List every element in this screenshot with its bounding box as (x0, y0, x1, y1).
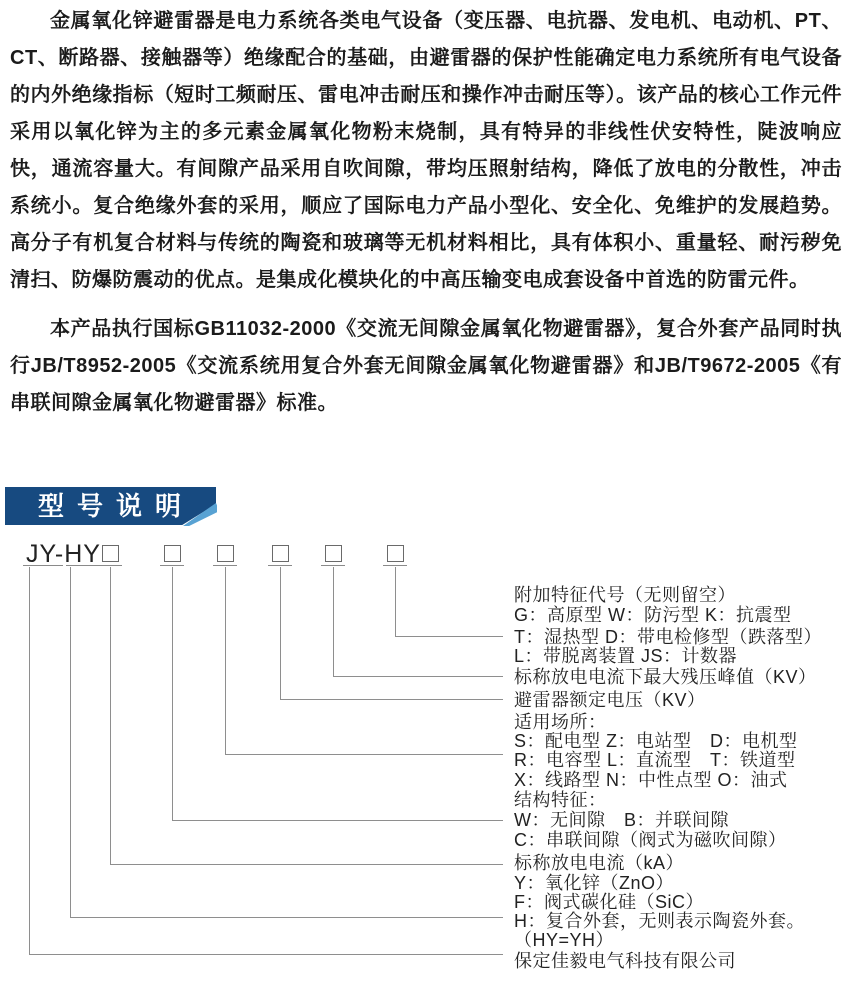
diagram-label-application-szd: S：配电型 Z：电站型 D：电机型 (514, 731, 798, 751)
model-code-box-1 (102, 545, 119, 562)
model-code-box-4 (272, 545, 289, 562)
diagram-label-structure-wb: W：无间隙 B：并联间隙 (514, 810, 729, 830)
body-paragraph-2: 本产品执行国标GB11032-2000《交流无间隙金属氧化物避雷器》，复合外套产品同时执行JB/T8952-2005《交流系统用复合外套无间隙金属氧化物避雷器》和JB/T9672-2005《有串联间隙金属氧化物避雷器》标准。 (10, 318, 842, 414)
diagram-label-company: 保定佳毅电气科技有限公司 (514, 951, 736, 971)
prefix-underline-jy (23, 565, 63, 566)
box-underline-1 (98, 565, 122, 566)
diagram-label-zno: Y：氧化锌（ZnO） (514, 873, 675, 893)
diagram-label-residual-voltage: 标称放电电流下最大残压峰值（KV） (514, 667, 817, 687)
box-underline-2 (160, 565, 184, 566)
section-title: 型号说明 (38, 491, 195, 521)
diagram-label-extra-feature-td: T：湿热型 D：带电检修型（跌落型） (514, 627, 822, 647)
model-code-box-2 (164, 545, 181, 562)
body-paragraph-1: 金属氧化锌避雷器是电力系统各类电气设备（变压器、电抗器、发电机、电动机、PT、CT、断路器、接触器等）绝缘配合的基础，由避雷器的保护性能确定电力系统所有电气设备的内外绝缘指标（短时工频耐压、雷电冲击耐压和操作冲击耐压等）。该产品的核心工作元件采用以氧化锌为主的多元素金属氧化物粉末烧制，具有特异的非线性伏安特性，陡波响应快，通流容量大。有间隙产品采用自吹间隙，带均压照射结构，降低了放电的分散性，冲击系统小。复合绝缘外套的采用，顺应了国际电力产品小型化、安全化、免维护的发展趋势。高分子有机复合材料与传统的陶瓷和玻璃等无机材料相比，具有体积小、重量轻、耐污秽免清扫、防爆防震动的优点。是集成化模块化的中高压输变电成套设备中首选的防雷元件。 (10, 10, 842, 291)
diagram-label-extra-feature-ljs: L：带脱离装置 JS：计数器 (514, 646, 738, 666)
box-underline-4 (268, 565, 292, 566)
box-underline-6 (383, 565, 407, 566)
model-prefix: JY-HY (26, 540, 101, 568)
diagram-label-application-rlt: R：电容型 L：直流型 T：铁道型 (514, 750, 796, 770)
box-underline-3 (213, 565, 237, 566)
model-code-box-5 (325, 545, 342, 562)
diagram-label-housing: H：复合外套，无则表示陶瓷外套。 (514, 911, 805, 931)
diagram-label-extra-feature: 附加特征代号（无则留空） (514, 585, 736, 605)
prefix-underline-hy (66, 565, 99, 566)
diagram-label-structure-c: C：串联间隙（阀式为磁吹间隙） (514, 830, 787, 850)
diagram-label-structure: 结构特征： (514, 790, 607, 810)
section-banner (5, 487, 216, 525)
diagram-label-discharge-current: 标称放电电流（kA） (514, 853, 685, 873)
diagram-label-sic: F：阀式碳化硅（SiC） (514, 892, 704, 912)
model-code-box-6 (387, 545, 404, 562)
diagram-label-rated-voltage: 避雷器额定电压（KV） (514, 690, 706, 710)
diagram-label-hy-yh: （HY=YH） (514, 930, 615, 950)
model-code-box-3 (217, 545, 234, 562)
diagram-label-extra-feature-gwk: G：高原型 W：防污型 K：抗震型 (514, 605, 792, 625)
diagram-label-application-xno: X：线路型 N：中性点型 O：油式 (514, 770, 788, 790)
diagram-label-application: 适用场所： (514, 712, 607, 732)
connector-line-box6 (395, 567, 503, 637)
box-underline-5 (321, 565, 345, 566)
